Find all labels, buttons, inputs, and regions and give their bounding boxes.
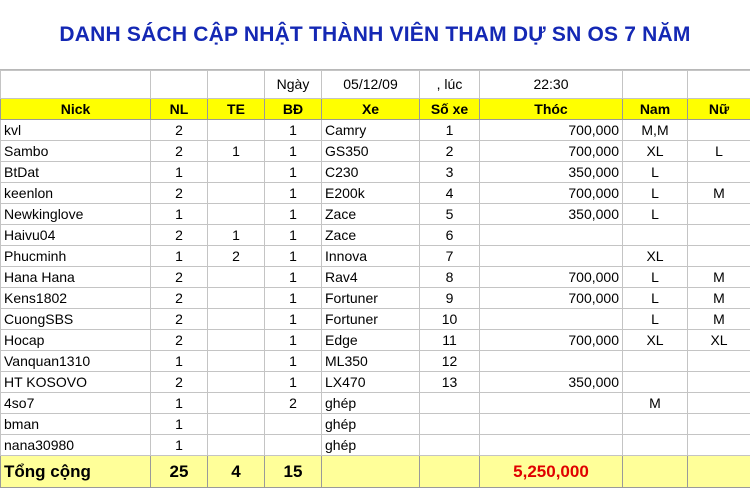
cell-nam[interactable]: L (623, 183, 688, 204)
cell-bd[interactable]: 1 (265, 141, 322, 162)
cell-nu[interactable] (688, 204, 750, 225)
cell-so-xe[interactable]: 2 (420, 141, 480, 162)
cell-so-xe[interactable] (420, 393, 480, 414)
cell-nu[interactable] (688, 120, 750, 141)
table-row (1, 267, 750, 288)
cell-nam[interactable] (623, 351, 688, 372)
cell-te[interactable]: 2 (208, 246, 265, 267)
cell-nam[interactable]: XL (623, 330, 688, 351)
cell-nu[interactable] (688, 435, 750, 456)
table-row (1, 351, 750, 372)
cell-nick[interactable]: 4so7 (1, 393, 151, 414)
cell-so-xe[interactable]: 6 (420, 225, 480, 246)
header-so-xe[interactable]: Số xe (420, 99, 480, 120)
cell-nam[interactable]: XL (623, 141, 688, 162)
cell-nu[interactable] (688, 351, 750, 372)
cell-thoc[interactable] (480, 309, 623, 330)
cell-nl[interactable]: 2 (151, 141, 208, 162)
cell-nam[interactable] (623, 372, 688, 393)
total-label[interactable]: Tổng cộng (1, 456, 151, 488)
total-thoc[interactable]: 5,250,000 (480, 456, 623, 488)
cell-nl[interactable]: 2 (151, 183, 208, 204)
total-row (1, 456, 750, 488)
cell-thoc[interactable]: 700,000 (480, 267, 623, 288)
cell-xe[interactable]: ghép (322, 414, 420, 435)
table-row (1, 204, 750, 225)
table-row (1, 372, 750, 393)
cell-nl[interactable]: 2 (151, 330, 208, 351)
cell-thoc[interactable] (480, 414, 623, 435)
cell-nu[interactable]: M (688, 267, 750, 288)
table-row (1, 183, 750, 204)
cell[interactable] (1, 71, 151, 99)
cell-nick[interactable]: Vanquan1310 (1, 351, 151, 372)
sheet-title: DANH SÁCH CẬP NHẬT THÀNH VIÊN THAM DỰ SN OS 7 NĂM (0, 0, 750, 70)
cell-nl[interactable]: 2 (151, 288, 208, 309)
cell-nick[interactable]: bman (1, 414, 151, 435)
cell-bd[interactable]: 1 (265, 246, 322, 267)
table-row (1, 309, 750, 330)
cell-nam[interactable]: L (623, 309, 688, 330)
table-row (1, 393, 750, 414)
cell-te[interactable] (208, 393, 265, 414)
total-nl[interactable]: 25 (151, 456, 208, 488)
cell-bd[interactable]: 1 (265, 372, 322, 393)
cell-nam[interactable]: M (623, 393, 688, 414)
cell-thoc[interactable]: 350,000 (480, 162, 623, 183)
cell-te[interactable] (208, 183, 265, 204)
cell-bd[interactable]: 1 (265, 330, 322, 351)
cell-te[interactable] (208, 267, 265, 288)
time-value[interactable]: 22:30 (480, 71, 623, 99)
cell-nick[interactable]: Haivu04 (1, 225, 151, 246)
cell[interactable] (151, 71, 208, 99)
table-row (1, 330, 750, 351)
cell-te[interactable]: 1 (208, 141, 265, 162)
cell-bd[interactable]: 1 (265, 120, 322, 141)
table-row (1, 141, 750, 162)
cell-thoc[interactable] (480, 393, 623, 414)
header-nu[interactable]: Nữ (688, 99, 750, 120)
header-nl[interactable]: NL (151, 99, 208, 120)
total-te[interactable]: 4 (208, 456, 265, 488)
cell-nick[interactable]: BtDat (1, 162, 151, 183)
cell-xe[interactable]: GS350 (322, 141, 420, 162)
cell-xe[interactable]: ML350 (322, 351, 420, 372)
cell-nl[interactable]: 1 (151, 393, 208, 414)
cell-nick[interactable]: Hocap (1, 330, 151, 351)
cell-nam[interactable] (623, 414, 688, 435)
header-bd[interactable]: BĐ (265, 99, 322, 120)
cell[interactable] (420, 456, 480, 488)
table-row (1, 288, 750, 309)
cell-xe[interactable]: Fortuner (322, 309, 420, 330)
cell-so-xe[interactable]: 13 (420, 372, 480, 393)
cell-xe[interactable]: ghép (322, 435, 420, 456)
cell-te[interactable] (208, 309, 265, 330)
cell-nam[interactable]: L (623, 267, 688, 288)
cell-thoc[interactable] (480, 435, 623, 456)
cell-bd[interactable]: 1 (265, 288, 322, 309)
cell-nl[interactable]: 2 (151, 225, 208, 246)
cell-bd[interactable]: 1 (265, 183, 322, 204)
cell-nam[interactable]: L (623, 204, 688, 225)
cell-nu[interactable]: M (688, 183, 750, 204)
cell-bd[interactable]: 1 (265, 309, 322, 330)
cell-nick[interactable]: Phucminh (1, 246, 151, 267)
cell-nu[interactable] (688, 225, 750, 246)
cell-thoc[interactable] (480, 246, 623, 267)
table-row (1, 120, 750, 141)
header-row (1, 99, 750, 120)
cell-nam[interactable]: XL (623, 246, 688, 267)
cell-so-xe[interactable]: 10 (420, 309, 480, 330)
cell[interactable] (322, 456, 420, 488)
cell-xe[interactable]: ghép (322, 393, 420, 414)
cell-thoc[interactable]: 700,000 (480, 141, 623, 162)
cell-bd[interactable] (265, 435, 322, 456)
cell-te[interactable] (208, 351, 265, 372)
cell-nl[interactable]: 2 (151, 267, 208, 288)
cell-te[interactable] (208, 120, 265, 141)
cell-nl[interactable]: 2 (151, 309, 208, 330)
cell-thoc[interactable]: 350,000 (480, 204, 623, 225)
cell-thoc[interactable]: 700,000 (480, 120, 623, 141)
cell-bd[interactable]: 1 (265, 204, 322, 225)
cell-nick[interactable]: HT KOSOVO (1, 372, 151, 393)
cell-nick[interactable]: CuongSBS (1, 309, 151, 330)
cell-so-xe[interactable] (420, 414, 480, 435)
cell-te[interactable] (208, 204, 265, 225)
cell-thoc[interactable]: 350,000 (480, 372, 623, 393)
cell-xe[interactable]: E200k (322, 183, 420, 204)
cell-nl[interactable]: 2 (151, 120, 208, 141)
cell-bd[interactable]: 1 (265, 225, 322, 246)
cell-bd[interactable]: 1 (265, 351, 322, 372)
cell-thoc[interactable] (480, 225, 623, 246)
cell-xe[interactable]: LX470 (322, 372, 420, 393)
cell-thoc[interactable] (480, 351, 623, 372)
cell-xe[interactable]: Fortuner (322, 288, 420, 309)
cell-nam[interactable]: L (623, 288, 688, 309)
cell-nick[interactable]: Sambo (1, 141, 151, 162)
cell-nick[interactable]: kvl (1, 120, 151, 141)
date-value[interactable]: 05/12/09 (322, 71, 420, 99)
cell-nu[interactable]: M (688, 309, 750, 330)
cell-nl[interactable]: 1 (151, 435, 208, 456)
cell-so-xe[interactable]: 8 (420, 267, 480, 288)
cell-nl[interactable]: 2 (151, 372, 208, 393)
cell-nu[interactable]: M (688, 288, 750, 309)
cell-so-xe[interactable]: 12 (420, 351, 480, 372)
cell-so-xe[interactable]: 5 (420, 204, 480, 225)
table-row (1, 246, 750, 267)
cell[interactable] (208, 71, 265, 99)
cell-te[interactable] (208, 330, 265, 351)
cell-thoc[interactable]: 700,000 (480, 330, 623, 351)
cell[interactable] (688, 456, 750, 488)
cell-nu[interactable] (688, 372, 750, 393)
header-nick[interactable]: Nick (1, 99, 151, 120)
cell-bd[interactable]: 1 (265, 267, 322, 288)
cell-bd[interactable] (265, 414, 322, 435)
table-row (1, 225, 750, 246)
cell-xe[interactable]: Innova (322, 246, 420, 267)
cell-nl[interactable]: 1 (151, 246, 208, 267)
cell-xe[interactable]: Zace (322, 204, 420, 225)
cell[interactable] (688, 71, 750, 99)
cell-thoc[interactable]: 700,000 (480, 183, 623, 204)
cell-bd[interactable]: 1 (265, 162, 322, 183)
cell-so-xe[interactable]: 11 (420, 330, 480, 351)
cell-nu[interactable] (688, 246, 750, 267)
cell-so-xe[interactable] (420, 435, 480, 456)
cell-thoc[interactable]: 700,000 (480, 288, 623, 309)
member-table (0, 70, 750, 488)
cell[interactable] (623, 456, 688, 488)
cell-te[interactable] (208, 414, 265, 435)
cell-xe[interactable]: Camry (322, 120, 420, 141)
cell-nam[interactable]: M,M (623, 120, 688, 141)
cell-nu[interactable]: L (688, 141, 750, 162)
cell-te[interactable]: 1 (208, 225, 265, 246)
cell-bd[interactable]: 2 (265, 393, 322, 414)
cell-so-xe[interactable]: 3 (420, 162, 480, 183)
table-row (1, 414, 750, 435)
cell-nick[interactable]: Newkinglove (1, 204, 151, 225)
cell-nu[interactable] (688, 393, 750, 414)
time-label[interactable]: , lúc (420, 71, 480, 99)
cell-nam[interactable] (623, 435, 688, 456)
cell-nam[interactable] (623, 225, 688, 246)
cell-te[interactable] (208, 372, 265, 393)
cell-nick[interactable]: Hana Hana (1, 267, 151, 288)
cell-so-xe[interactable]: 4 (420, 183, 480, 204)
table-row (1, 162, 750, 183)
header-xe[interactable]: Xe (322, 99, 420, 120)
header-thoc[interactable]: Thóc (480, 99, 623, 120)
cell-te[interactable] (208, 435, 265, 456)
meta-row (1, 71, 750, 99)
table-row (1, 435, 750, 456)
cell-nam[interactable]: L (623, 162, 688, 183)
cell-xe[interactable]: Edge (322, 330, 420, 351)
cell-nl[interactable]: 1 (151, 351, 208, 372)
cell-xe[interactable]: Zace (322, 225, 420, 246)
cell[interactable] (623, 71, 688, 99)
header-te[interactable]: TE (208, 99, 265, 120)
cell-nl[interactable]: 1 (151, 414, 208, 435)
cell-te[interactable] (208, 288, 265, 309)
total-bd[interactable]: 15 (265, 456, 322, 488)
cell-nick[interactable]: nana30980 (1, 435, 151, 456)
cell-xe[interactable]: C230 (322, 162, 420, 183)
cell-nl[interactable]: 1 (151, 204, 208, 225)
cell-nick[interactable]: keenlon (1, 183, 151, 204)
date-label[interactable]: Ngày (265, 71, 322, 99)
cell-te[interactable] (208, 162, 265, 183)
cell-nu[interactable]: XL (688, 330, 750, 351)
cell-nl[interactable]: 1 (151, 162, 208, 183)
header-nam[interactable]: Nam (623, 99, 688, 120)
cell-nick[interactable]: Kens1802 (1, 288, 151, 309)
cell-nu[interactable] (688, 162, 750, 183)
cell-so-xe[interactable]: 9 (420, 288, 480, 309)
cell-so-xe[interactable]: 7 (420, 246, 480, 267)
cell-so-xe[interactable]: 1 (420, 120, 480, 141)
cell-xe[interactable]: Rav4 (322, 267, 420, 288)
cell-nu[interactable] (688, 414, 750, 435)
